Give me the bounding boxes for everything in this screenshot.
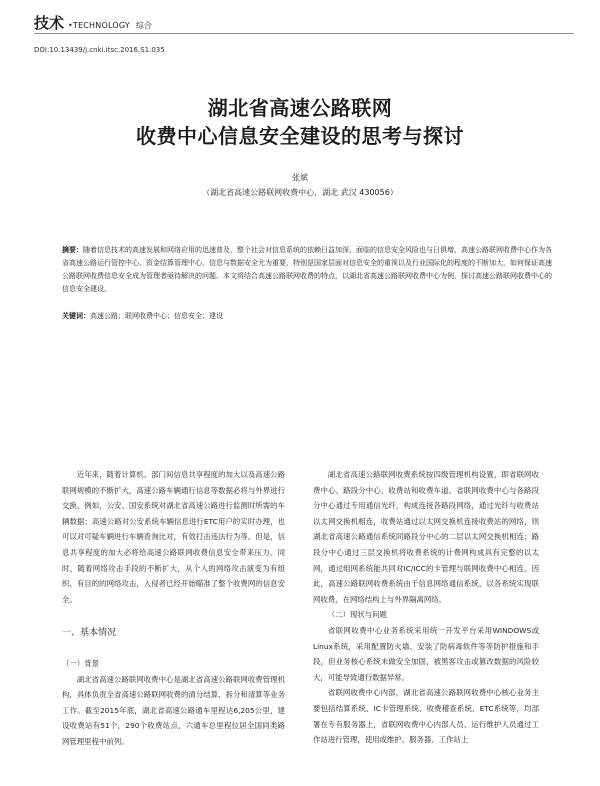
keywords-text: 高速公路；联网收费中心；信息安全；建设 — [90, 312, 223, 320]
keywords — [62, 311, 552, 321]
left-column — [62, 467, 285, 750]
section-heading-basic: 一、基本情况 — [62, 628, 117, 639]
right-column — [313, 467, 539, 748]
status-paragraph-2: 省联网收费中心内部，湖北省高速公路联网收费中心核心业务主要包括结算系统、IC卡管理系统、收费稽查系统、ETC系统等，均部署在专有服务器上，省联网收费中心内部人员、运行维护人员通过工作站进行管理，使用或维护、服务器、工作站上 — [313, 688, 539, 745]
title-line-1: 湖北省高速公路联网 — [207, 96, 393, 120]
abstract-text: 随着信息技术的高速发展和网络应用的迅速普及，整个社会对信息系统的依赖日益加深，面临的信息安全风险也与日俱增，高速公路联网收费中心作为各省高速公路运行管控中心、资金结算管理中心，信息与数据安全尤为重要，特别是国家层面对信息安全的重视以及行业国际化的程度的不断加大，如何保证高速公路联网收费信息安全成为管理者亟待解决的问题。本文将结合高速公路联网收费的特点，以湖北省高速公路联网收费中心为例，探讨高速公路联网收费中心的信息安全建设。 — [62, 246, 552, 293]
subheading-background: （一）背景 — [62, 658, 99, 668]
affiliation: （湖北省高速公路联网收费中心，湖北 武汉 430056） — [202, 188, 398, 197]
status-paragraph-1: 省联网收费中心业务系统采用统一开发平台采用WINDOWS或Linux系统，采用配置防火墙、安装了防病毒软件等等防护措施和手段，但业务核心系统未做安全加固，被黑客攻击或篡改数据的风险较大，可能导致通行数据异常。 — [313, 625, 539, 682]
header-series: •TECHNOLOGY — [68, 21, 130, 30]
header-category: 综合 — [135, 21, 152, 30]
header-rule — [34, 33, 574, 34]
abstract — [62, 244, 552, 296]
title-line-2: 收费中心信息安全建设的思考与探讨 — [136, 124, 464, 148]
page-header — [34, 12, 574, 32]
doi: DOI:10.13439/j.cnki.itsc.2016.S1.035 — [34, 46, 165, 54]
intro-paragraph: 近年来，随着计算机、部门间信息共享程度的加大以及高速公路联网规模的不断扩大，高速公路车辆通行信息等数据必将与外界进行交换，例如，公安、国安系统对湖北省高速公路进行监测时所需的车辆数据；高速公路对公安系统车辆信息进行ETC用户的实时办理，也可以对可疑车辆进行车辆查询比对，有效打击违法行为等。但是，信息共享程度的加大必将给高速公路联网收费信息安全带来压力。同时，随着网络攻击手段的不断扩大，从个人的网络攻击演变为有组织、有目的的网络攻击，入侵者已经开始瞄准了整个收费网的信息安全。 — [62, 470, 285, 604]
background-paragraph: 湖北省高速公路联网收费中心是湖北省高速公路联网收费管理机构，具体负责全省高速公路联网收费的清分结算、拆分和清算等业务工作。截至2015年底，湖北省高速公路通车里程达6,205公里，建设收费站有51个，290个收费站点，六通车总里程位居全国同类路网管理里程中前列。 — [62, 674, 285, 746]
network-paragraph: 湖北省高速公路联网收费系统按四级管理机构设置，即省联网收费中心、路段分中心、收费站和收费车道。省联网收费中心与各路段分中心通过专用通信光纤，构成连接各路段网络，通过光纤与收费站以太网交换机相连，收费站通过以太网交换机连接收费站的网络，则湖北省高速公路通信系统同路段分中心的二层以太网交换机相连；路段分中心通过三层交换机将收费系统的计费网构成具有完整的以太网，通过组网系统能共同对IC/ICC的卡管理与联网收费中心相连。因此，高速公路联网收费系统由于信息网络通信系统，以各系统实现联网收费，在网络结构上与外界隔离网络。 — [313, 470, 539, 604]
abstract-label: 摘要： — [62, 246, 83, 254]
header-section: 技术 — [34, 14, 65, 32]
keywords-label: 关键词： — [62, 312, 90, 320]
subheading-status: （二）现状与问题 — [327, 610, 387, 620]
author: 张斌 — [292, 173, 308, 182]
